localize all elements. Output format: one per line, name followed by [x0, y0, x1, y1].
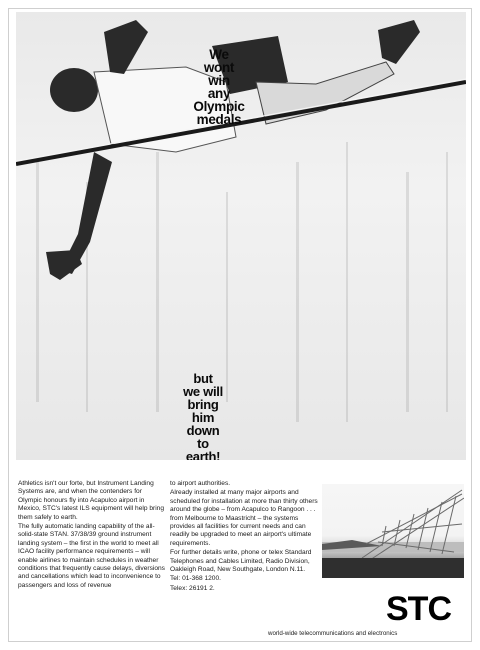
ils-antenna-photo-icon — [322, 484, 464, 578]
headline-line: down — [186, 423, 220, 438]
body-paragraph: to airport authorities. — [170, 480, 231, 487]
headline-line: wont — [203, 60, 235, 75]
headline-line: medals — [196, 112, 242, 127]
headline-line: to — [197, 436, 209, 451]
contact-phone: Tel: 01-368 1200. — [170, 575, 221, 583]
headline-line: bring — [187, 397, 219, 412]
body-column-right — [170, 480, 318, 594]
headline-line: we will — [183, 384, 223, 399]
brand-tagline: world-wide telecommunications and electronics — [268, 630, 398, 637]
headline-bottom — [178, 372, 228, 460]
contact-paragraph: For further details write, phone or telex Standard Telephones and Cables Limited, Radio Division, Oakleigh Road, New Southgate, London N.11. — [170, 549, 312, 574]
contact-telex: Telex: 26191 2. — [170, 584, 215, 592]
headline-line: We — [209, 47, 229, 62]
headline-line: win — [208, 73, 230, 88]
headline-line: earth! — [185, 449, 221, 460]
body-paragraph: Already installed at many major airports and scheduled for installation at more than thirty others around the globe – from Acapulco to Rangoon . . . from Melbourne to Maastricht – the systems provides all facilities for current needs and can readily be upgraded to meet an airport's ultimate requirements. — [170, 489, 318, 547]
body-paragraph: Athletics isn't our forte, but Instrument Landing Systems are, and when the contenders for Olympic honours fly into Acapulco airport in Mexico, STC's latest ILS equipment will help bring them safely to earth. — [18, 480, 165, 521]
headline-top — [176, 48, 262, 126]
headline-line: but — [193, 371, 213, 386]
headline-line: any — [207, 86, 231, 101]
headline-line: him — [191, 410, 215, 425]
antenna-photo — [322, 484, 464, 578]
headline-line: Olympic — [193, 99, 245, 114]
hero-photo — [16, 12, 466, 460]
body-paragraph: The fully automatic landing capability of the all-solid-state STAN. 37/38/39 ground instrument landing system – the first in the world to meet all ICAO facility performance requirements – will enable airlines to maintain schedules in weather conditions that frequently cause delays, diversions and cancellations which lead to inconvenience to passengers and loss of revenue — [18, 523, 165, 589]
stc-logo: STC — [386, 590, 451, 628]
body-column-left — [18, 480, 166, 591]
